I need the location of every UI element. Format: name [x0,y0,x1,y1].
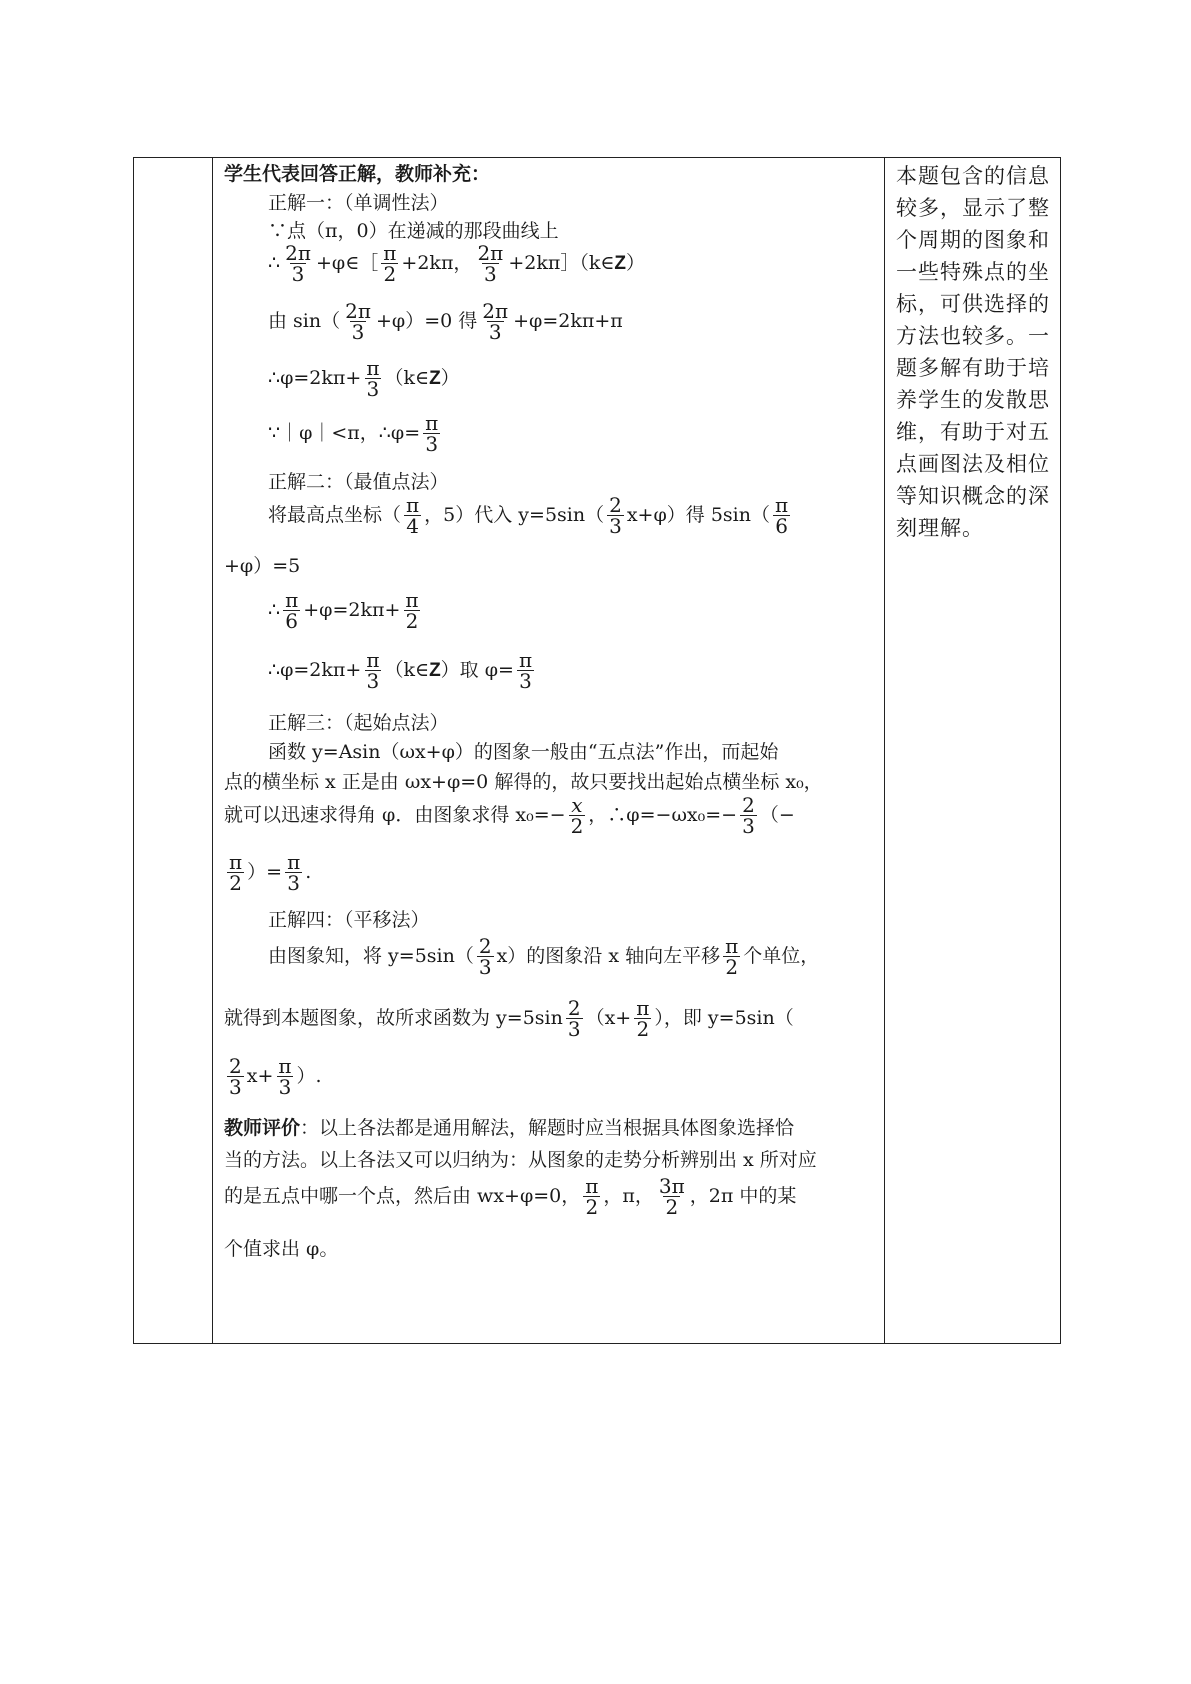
evaluation-line-3: 的是五点中哪一个点，然后由 wx+φ=0， $\frac{\pi}{2}$ ，π， $\frac{3\pi}{2}$ ，2π 中的某 [224,1174,797,1219]
lesson-table [133,157,1061,1344]
commentary-text: 本题包含的信息 较多，显示了整 个周期的图象和 一些特殊点的坐 标，可供选择的 方法也较多。一 题多解有助于培 养学生的发散思 维，有助于对五 点画图法及相位 等知识概念的深 刻理解。 [896,164,1050,540]
solution-3-line-3: 就可以迅速求得角 φ．由图象求得 x₀=− $\frac{x}{2}$ ，∴φ=−ωx₀=− $\frac{2}{3}$ （− [224,793,795,838]
solution-1-line-3: 由 sin（ $\frac{2\pi}{3}$ +φ）=0 得 $\frac{2\pi}{3}$ +φ=2kπ+π [268,299,623,344]
solution-3-line-4: $\frac{\pi}{2}$ ）= $\frac{\pi}{3}$ . [229,850,312,895]
solution-4-line-1: 由图象知，将 y=5sin（ $\frac{2}{3}$ x）的图象沿 x 轴向左平移 $\frac{\pi}{2}$ 个单位， [268,934,820,979]
solution-1-line-4: ∴φ=2kπ+ $\frac{\pi}{3}$ （k∈Z） [268,356,460,401]
solution-4-line-2: 就得到本题图象，故所求函数为 y=5sin $\frac{2}{3}$ （x+ $\frac{\pi}{2}$ ），即 y=5sin（ [224,996,794,1041]
solution-3-line-2: 点的横坐标 x 正是由 ωx+φ=0 解得的，故只要找出起始点横坐标 x₀， [224,771,823,793]
solution-4-title: 正解四：（平移法） [268,909,430,931]
solution-1-line-2: ∴ $\frac{2\pi}{3}$ +φ∈［ $\frac{\pi}{2}$ +2kπ， $\frac{2\pi}{3}$ +2kπ］（k∈Z） [268,241,646,286]
solution-2-line-1: 将最高点坐标（ $\frac{\pi}{4}$ ，5）代入 y=5sin（ $\frac{2}{3}$ x+φ）得 5sin（ $\frac{\pi}{6}$ [268,493,789,538]
evaluation-line-1: 教师评价：以上各法都是通用解法，解题时应当根据具体图象选择恰 [224,1117,795,1139]
solution-1-line-5: ∵｜φ｜<π，∴φ= $\frac{\pi}{3}$ [268,411,439,456]
evaluation-line-4: 个值求出 φ。 [224,1238,339,1260]
evaluation-line-2: 当的方法。以上各法又可以归纳为：从图象的走势分析辨别出 x 所对应 [224,1149,817,1171]
column-divider [212,158,213,1343]
solution-2-title: 正解二：（最值点法） [268,471,449,493]
commentary-cell [886,158,1060,1343]
solution-4-line-3: $\frac{2}{3}$ x+ $\frac{\pi}{3}$ ）. [229,1054,322,1099]
solution-3-line-1: 函数 y=Asin（ωx+φ）的图象一般由“五点法”作出，而起始 [268,741,779,763]
section-header: 学生代表回答正解，教师补充： [224,163,491,185]
solution-1-line-1: ∵点（π，0）在递减的那段曲线上 [268,220,559,242]
solution-2-line-4: ∴φ=2kπ+ $\frac{\pi}{3}$ （k∈Z）取 φ= $\frac{\pi}{3}$ [268,648,533,693]
solution-1-title: 正解一：（单调性法） [268,192,449,214]
solution-cell [214,158,885,1343]
solution-3-title: 正解三：（起始点法） [268,712,449,734]
solution-2-line-3: ∴ $\frac{\pi}{6}$ +φ=2kπ+ $\frac{\pi}{2}$ [268,588,419,633]
evaluation-label: 教师评价 [224,1117,301,1139]
solution-2-line-2: +φ）=5 [224,555,301,577]
